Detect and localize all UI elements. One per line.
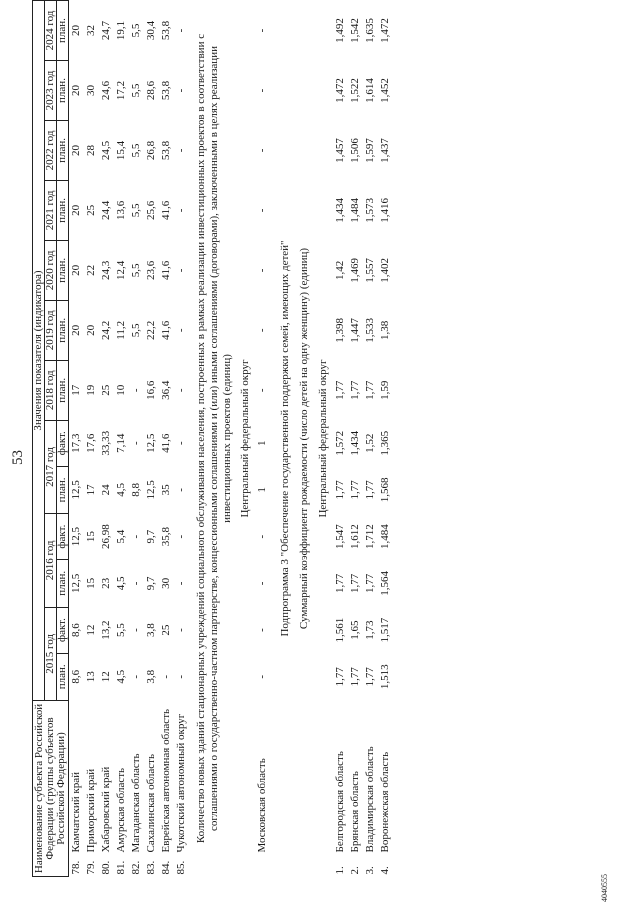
value-cell: 1,568 — [379, 477, 391, 503]
value-cell: 1,457 — [334, 138, 346, 163]
value-cell: - — [256, 674, 268, 679]
region-name: Белгородская область — [334, 751, 346, 853]
value-cell: 36,4 — [160, 380, 172, 400]
value-cell: 19 — [85, 384, 97, 396]
value-cell: 4,5 — [115, 483, 127, 497]
value-cell: 1,77 — [364, 480, 376, 500]
value-cell: 1,469 — [349, 257, 361, 283]
value-cell: 23 — [100, 577, 112, 589]
value-cell: - — [175, 88, 187, 93]
value-cell: 13,2 — [100, 620, 112, 640]
value-cell: 1 — [256, 487, 268, 493]
value-cell: 10 — [115, 384, 127, 396]
value-cell: 16,6 — [145, 380, 157, 400]
row-number: 78. — [70, 860, 82, 875]
value-cell: 1,614 — [364, 78, 376, 103]
value-cell: 35,8 — [160, 527, 172, 547]
value-cell: 15 — [85, 531, 97, 543]
section-row — [295, 1, 314, 877]
table-row — [84, 1, 99, 877]
value-cell: - — [175, 148, 187, 153]
value-cell: 1,452 — [379, 78, 391, 103]
value-cell: - — [175, 328, 187, 333]
value-cell: 1,597 — [364, 138, 376, 163]
value-cell: 1,38 — [379, 320, 391, 340]
plan-header: план. — [57, 61, 69, 121]
row-number: 2. — [349, 866, 361, 875]
value-cell: 32 — [85, 25, 97, 37]
row-number: 4. — [379, 866, 391, 875]
value-cell: 1,712 — [364, 524, 376, 550]
value-cell: 20 — [70, 25, 82, 37]
value-cell: - — [175, 388, 187, 393]
value-cell: 22 — [85, 264, 97, 276]
row-number: 80. — [100, 860, 112, 875]
value-cell: 1,472 — [334, 78, 346, 103]
fact-header: факт. — [57, 607, 69, 653]
table-body — [69, 1, 394, 877]
value-cell: 24,6 — [100, 80, 112, 101]
value-cell: 1,77 — [334, 380, 346, 400]
row-number: 1. — [334, 866, 346, 875]
value-cell: 15,4 — [115, 140, 127, 161]
value-cell: - — [256, 534, 268, 539]
value-cell: 1,77 — [334, 573, 346, 593]
value-cell: 13 — [85, 671, 97, 683]
value-cell: - — [130, 581, 142, 586]
value-cell: - — [175, 534, 187, 539]
value-cell: 1,434 — [349, 430, 361, 456]
value-cell: 1,484 — [349, 198, 361, 223]
value-cell: 1,557 — [364, 257, 376, 283]
value-cell: - — [175, 28, 187, 33]
value-cell: 25 — [160, 624, 172, 636]
value-cell: 20 — [70, 204, 82, 216]
row-number — [255, 855, 270, 877]
value-cell: 35 — [160, 484, 172, 496]
value-cell: 3,8 — [145, 623, 157, 637]
section-row — [189, 1, 236, 877]
value-cell: 1,522 — [349, 78, 361, 103]
region-name: Амурская область — [115, 767, 127, 853]
district-heading: Центральный федеральный округ — [239, 359, 251, 518]
value-cell: 23,6 — [145, 260, 157, 280]
value-cell: 20 — [70, 144, 82, 156]
value-cell: - — [256, 148, 268, 153]
value-cell: 12,5 — [70, 480, 82, 500]
value-cell: 1,73 — [364, 620, 376, 640]
value-cell: 24,7 — [100, 20, 112, 41]
subprogram-heading: Подпрограмма 3 "Обеспечение государственной поддержки семей, имеющих детей" — [279, 240, 291, 637]
plan-header: план. — [57, 300, 69, 360]
year-header: 2023 год — [45, 61, 57, 121]
section-row — [270, 1, 295, 877]
value-cell: 5,5 — [130, 323, 142, 338]
value-cell: 17 — [70, 384, 82, 396]
value-cell: 12,5 — [70, 527, 82, 547]
district-heading: Центральный федеральный округ — [317, 359, 329, 518]
value-cell: 20 — [70, 85, 82, 96]
value-cell: 25 — [100, 384, 112, 396]
value-cell: 12,5 — [70, 573, 82, 593]
value-cell: 1,365 — [379, 430, 391, 456]
plan-header: план. — [57, 466, 69, 513]
section-row — [236, 1, 255, 877]
value-cell: 24 — [100, 484, 112, 496]
value-cell: 1,561 — [334, 617, 346, 643]
row-number: 81. — [115, 860, 127, 875]
value-cell: - — [175, 628, 187, 632]
value-cell: 41,6 — [160, 320, 172, 340]
value-cell: 1,573 — [364, 198, 376, 223]
value-cell: 1,77 — [364, 380, 376, 400]
value-cell: 12,5 — [145, 433, 157, 453]
row-number: 79. — [85, 860, 97, 875]
value-cell: 1,564 — [379, 570, 391, 596]
row-number: 3. — [364, 866, 376, 875]
value-cell: 13,6 — [115, 200, 127, 221]
indicator-table — [32, 0, 393, 877]
value-cell: 1,77 — [349, 480, 361, 500]
value-cell: 53,8 — [160, 140, 172, 161]
value-cell: - — [256, 28, 268, 33]
year-header: 2017 год — [45, 420, 57, 513]
value-cell: 1,52 — [364, 433, 376, 453]
table-row — [348, 1, 363, 877]
value-cell: - — [175, 268, 187, 273]
plan-header: план. — [57, 653, 69, 700]
region-name: Сахалинская область — [145, 754, 157, 853]
value-cell: 1,77 — [349, 667, 361, 687]
value-cell: 1,437 — [379, 138, 391, 163]
value-cell: 1,547 — [334, 524, 346, 550]
value-cell: 8,6 — [70, 623, 82, 637]
value-cell: 20 — [70, 324, 82, 336]
value-cell: 1,77 — [364, 573, 376, 593]
value-cell: 1,77 — [349, 380, 361, 400]
region-name: Магаданская область — [130, 753, 142, 853]
value-cell: 25,6 — [145, 200, 157, 221]
value-cell: 1,77 — [349, 573, 361, 593]
value-cell: - — [256, 208, 268, 213]
value-cell: 5,5 — [130, 23, 142, 38]
year-header: 2022 год — [45, 120, 57, 180]
value-cell: 17,6 — [85, 433, 97, 453]
table-row — [378, 1, 393, 877]
table-row — [333, 1, 348, 877]
row-number: 82. — [130, 860, 142, 875]
value-cell: 1,612 — [349, 524, 361, 550]
value-cell: 3,8 — [145, 669, 157, 684]
year-header: 2021 год — [45, 180, 57, 240]
value-cell: 41,6 — [160, 260, 172, 280]
value-cell: 1,42 — [334, 260, 346, 280]
fact-header: факт. — [57, 514, 69, 560]
value-cell: 30 — [85, 85, 97, 96]
value-cell: 1,447 — [349, 317, 361, 343]
value-cell: - — [175, 208, 187, 213]
value-cell: - — [256, 581, 268, 586]
value-cell: 41,6 — [160, 200, 172, 221]
value-cell: 1,542 — [349, 18, 361, 43]
table-row — [174, 1, 189, 877]
region-name: Чукотский автономный округ — [175, 713, 187, 853]
value-cell: 5,5 — [130, 143, 142, 158]
value-cell: 26,8 — [145, 140, 157, 161]
value-cell: 12,4 — [115, 260, 127, 280]
value-cell: 33,33 — [100, 430, 112, 456]
section-indicator-text: Количество новых зданий стационарных учреждений социального обслуживания населения, построенных в рамках реализации инвестиционных проектов в соответствии с соглашениями о государственно-частном партнерстве, концессионными соглашениями и (или) иными соглашениями (договорами), заключенными в целях реализации инвестиционных проектов (единиц) — [195, 33, 233, 844]
side-code: 4040555 — [600, 874, 609, 902]
table-row — [144, 1, 159, 877]
plan-header: план. — [57, 180, 69, 240]
value-cell: 1,484 — [379, 524, 391, 550]
value-cell: 17,3 — [70, 433, 82, 453]
page-number: 53 — [10, 450, 26, 465]
table-row — [363, 1, 378, 877]
value-cell: 17,2 — [115, 80, 127, 101]
value-cell: - — [256, 388, 268, 393]
value-cell: 1 — [256, 440, 268, 446]
value-cell: 12,5 — [145, 480, 157, 500]
value-cell: 1,77 — [334, 480, 346, 500]
value-cell: - — [175, 441, 187, 446]
value-cell: 24,2 — [100, 320, 112, 340]
value-cell: 24,3 — [100, 260, 112, 280]
fact-header: факт. — [57, 420, 69, 466]
value-cell: - — [256, 328, 268, 333]
value-cell: - — [256, 628, 268, 632]
value-cell: 7,14 — [115, 433, 127, 453]
value-cell: - — [160, 674, 172, 679]
col-group-header: Значения показателя (индикатора) — [33, 1, 45, 701]
value-cell: 1,513 — [379, 664, 391, 690]
row-number: 83. — [145, 860, 157, 875]
col-region-header: Наименование субъекта Российской Федерации (группы субъектов Российской Федерации) — [33, 701, 69, 877]
indicator-heading: Суммарный коэффициент рождаемости (число детей на одну женщину) (единиц) — [298, 247, 310, 630]
value-cell: - — [130, 441, 142, 446]
year-header: 2018 год — [45, 360, 57, 420]
value-cell: 20 — [70, 264, 82, 276]
region-name: Владимирская область — [364, 746, 376, 853]
section-row — [314, 1, 333, 877]
value-cell: 5,5 — [130, 83, 142, 98]
value-cell: 1,533 — [364, 317, 376, 343]
value-cell: 5,5 — [115, 623, 127, 637]
plan-header: план. — [57, 360, 69, 420]
table-row — [114, 1, 129, 877]
value-cell: - — [130, 674, 142, 679]
value-cell: 19,1 — [115, 20, 127, 41]
value-cell: 4,5 — [115, 669, 127, 684]
value-cell: 53,8 — [160, 80, 172, 101]
table-row — [99, 1, 114, 877]
value-cell: - — [256, 268, 268, 273]
value-cell: - — [175, 581, 187, 586]
value-cell: 28,6 — [145, 80, 157, 101]
value-cell: 5,5 — [130, 263, 142, 278]
value-cell: 1,434 — [334, 198, 346, 223]
value-cell: 25 — [85, 204, 97, 216]
region-name: Хабаровский край — [100, 766, 112, 853]
table-row — [159, 1, 174, 877]
value-cell: 5,5 — [130, 203, 142, 218]
value-cell: 30,4 — [145, 20, 157, 41]
value-cell: 12 — [85, 624, 97, 636]
region-name: Воронежская область — [379, 751, 391, 853]
value-cell: 24,4 — [100, 200, 112, 221]
value-cell: - — [130, 388, 142, 393]
value-cell: 53,8 — [160, 20, 172, 41]
value-cell: 1,506 — [349, 138, 361, 163]
value-cell: 15 — [85, 577, 97, 589]
value-cell: 1,472 — [379, 18, 391, 43]
value-cell: - — [130, 534, 142, 539]
value-cell: 20 — [85, 324, 97, 336]
value-cell: 1,77 — [334, 667, 346, 687]
plan-header: план. — [57, 120, 69, 180]
value-cell: 1,635 — [364, 18, 376, 43]
plan-header: план. — [57, 560, 69, 607]
value-cell: 11,2 — [115, 320, 127, 340]
value-cell: 1,572 — [334, 430, 346, 456]
value-cell: 8,8 — [130, 483, 142, 497]
value-cell: 1,492 — [334, 18, 346, 43]
plan-header: план. — [57, 240, 69, 300]
region-name: Еврейская автономная область — [160, 708, 172, 853]
value-cell: 12 — [100, 671, 112, 683]
value-cell: 41,6 — [160, 433, 172, 453]
year-header: 2019 год — [45, 300, 57, 360]
value-cell: - — [175, 674, 187, 679]
value-cell: - — [130, 628, 142, 632]
value-cell: 1,416 — [379, 198, 391, 223]
value-cell: 17 — [85, 484, 97, 496]
region-name: Приморский край — [85, 768, 97, 853]
value-cell: 9,7 — [145, 529, 157, 544]
year-header: 2016 год — [45, 514, 57, 607]
value-cell: - — [175, 488, 187, 492]
region-name: Камчатский край — [70, 772, 82, 853]
value-cell: 28 — [85, 144, 97, 156]
value-cell: 5,4 — [115, 529, 127, 544]
row-number: 84. — [160, 860, 172, 875]
value-cell: 4,5 — [115, 576, 127, 591]
value-cell: 1,59 — [379, 380, 391, 400]
plan-header: план. — [57, 1, 69, 61]
value-cell: 1,77 — [364, 667, 376, 687]
year-header: 2015 год — [45, 607, 57, 700]
table-row — [129, 1, 144, 877]
value-cell: 24,5 — [100, 140, 112, 161]
region-name: Московская область — [256, 758, 268, 853]
value-cell: 26,98 — [100, 524, 112, 550]
value-cell: 1,517 — [379, 617, 391, 643]
table-row — [69, 1, 85, 877]
value-cell: 9,7 — [145, 576, 157, 591]
year-header: 2020 год — [45, 240, 57, 300]
year-header: 2024 год — [45, 1, 57, 61]
row-number: 85. — [175, 860, 187, 875]
value-cell: 1,398 — [334, 317, 346, 343]
value-cell: 1,402 — [379, 257, 391, 283]
value-cell: - — [256, 88, 268, 93]
value-cell: 30 — [160, 577, 172, 589]
table-row — [255, 1, 270, 877]
value-cell: 22,2 — [145, 320, 157, 340]
value-cell: 8,6 — [70, 669, 82, 684]
value-cell: 1,65 — [349, 620, 361, 640]
region-name: Брянская область — [349, 771, 361, 853]
